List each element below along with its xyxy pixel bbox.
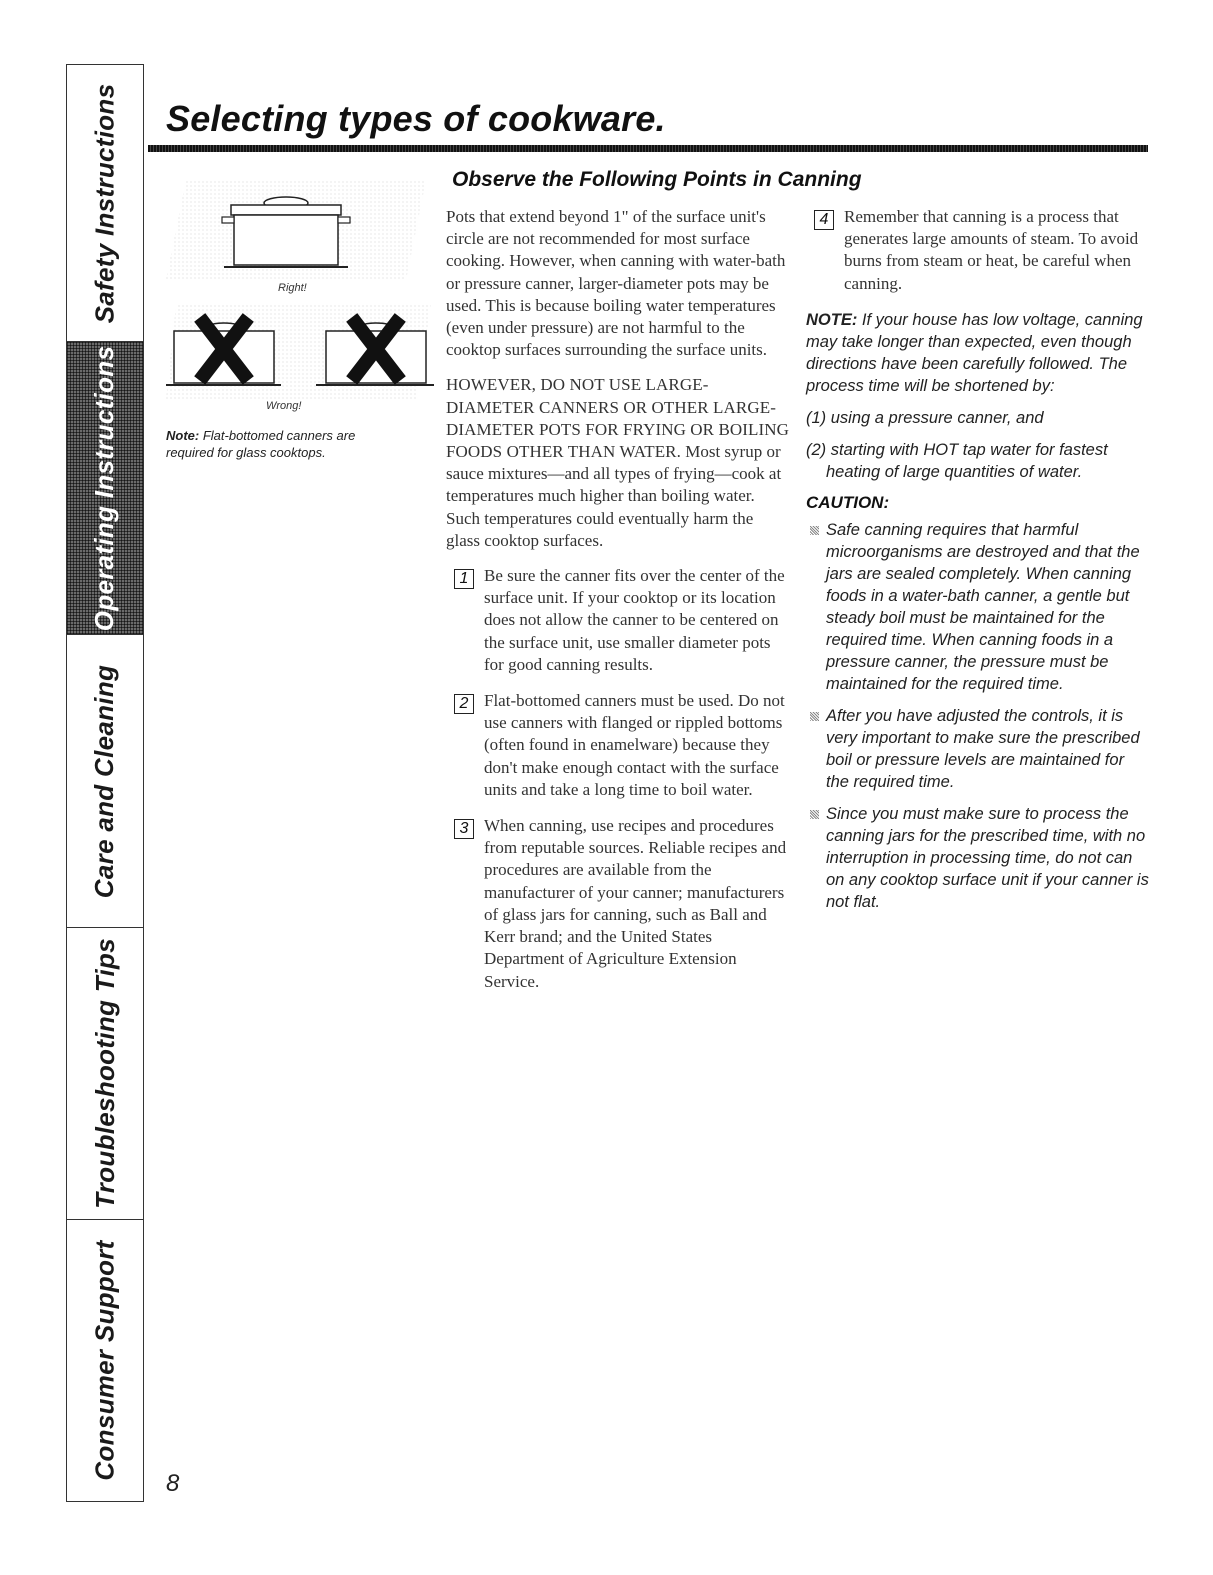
tab-label: Consumer Support <box>89 1240 120 1481</box>
right-label: Right! <box>278 282 307 294</box>
item-number-box: 2 <box>454 694 474 714</box>
item-number-box: 3 <box>454 819 474 839</box>
illustration-note <box>166 427 406 461</box>
column-left <box>446 206 791 1007</box>
note-list-item: (2) starting with HOT tap water for fastest heating of large quantities of water. <box>806 440 1108 481</box>
item-text: When canning, use recipes and procedures from reputable sources. Reliable recipes and procedures are available from the manufacturer of your canner; manufacturers of glass jars for canning, such as Ball and Kerr brand; and the United States Department of Agriculture Extension Service. <box>484 816 787 991</box>
note-list-item: (1) using a pressure canner, and <box>806 408 1044 427</box>
caution-item <box>806 519 1151 695</box>
tab-safety-instructions[interactable] <box>67 65 143 342</box>
caution-item <box>806 705 1151 793</box>
caution-text: Safe canning requires that harmful microorganisms are destroyed and that the jars are sealed completely. When canning foods in a water-bath canner, a gentle but steady boil must be maintained for the required time. When canning foods in a pressure canner, the pressure must be maintained for the required time. <box>826 520 1140 693</box>
tab-consumer-support[interactable] <box>67 1220 143 1501</box>
section-tabs <box>66 64 144 1502</box>
intro-paragraph: Pots that extend beyond 1" of the surface unit's circle are not recommended for most surface cooking. However, when canning with water-bath or pressure canner, larger-diameter pots may be used. This is because boiling water temperatures (even under pressure) are not harmful to the cooktop surfaces surrounding the surface units. <box>446 207 786 360</box>
item-text: Flat-bottomed canners must be used. Do not use canners with flanged or rippled bottoms (often found in enamelware) because they don't make enough contact with the surface units and take a long time to boil water. <box>484 691 785 799</box>
item-number-box: 1 <box>454 569 474 589</box>
bullet-icon <box>810 526 819 535</box>
tab-troubleshooting-tips[interactable] <box>67 928 143 1220</box>
caution-text: After you have adjusted the controls, it is very important to make sure the prescribed boil or pressure levels are maintained for the required time. <box>826 706 1140 791</box>
warning-paragraph <box>446 374 791 552</box>
tab-label: Operating Instructions <box>89 345 120 631</box>
tab-label: Safety Instructions <box>89 83 120 323</box>
item-text: Remember that canning is a process that generates large amounts of steam. To avoid burns from steam or heat, be careful when canning. <box>844 207 1139 293</box>
warning-rest: Most syrup or sauce mixtures—and all types of frying—cook at temperatures much higher than boiling water. Such temperatures could eventually harm the glass cooktop surfaces. <box>446 442 782 550</box>
caution-item <box>806 803 1151 913</box>
list-item <box>446 690 791 801</box>
bullet-icon <box>810 810 819 819</box>
note-text: Flat-bottomed canners are required for glass cooktops. <box>166 428 356 460</box>
caution-label: CAUTION: <box>806 492 890 512</box>
item-text: Be sure the canner fits over the center of the surface unit. If your cooktop or its location does not allow the canner to be centered on the surface unit, use smaller diameter pots for good canning results. <box>484 566 785 674</box>
list-item <box>446 565 791 676</box>
right-pot-drawing <box>166 180 426 280</box>
page-title: Selecting types of cookware. <box>166 98 666 139</box>
note-label: NOTE: <box>806 310 858 329</box>
voltage-note <box>806 309 1151 397</box>
section-heading: Observe the Following Points in Canning <box>452 168 862 191</box>
title-rule <box>148 145 1148 152</box>
tab-label: Troubleshooting Tips <box>89 938 120 1209</box>
list-item <box>446 815 791 993</box>
caution-text: Since you must make sure to process the canning jars for the prescribed time, with no interruption in processing time, do not can on any cooktop surface unit if your canner is not flat. <box>826 804 1149 911</box>
tab-care-and-cleaning[interactable] <box>67 635 143 928</box>
tab-label: Care and Cleaning <box>89 664 120 898</box>
wrong-label: Wrong! <box>266 400 302 412</box>
warning-caps: HOWEVER, DO NOT USE LARGE-DIAMETER CANNERS OR OTHER LARGE-DIAMETER POTS FOR FRYING OR BOILING FOODS OTHER THAN WATER. <box>446 375 790 462</box>
note-prefix: Note: <box>166 428 200 443</box>
list-item <box>806 206 1151 295</box>
tab-operating-instructions[interactable] <box>67 342 143 635</box>
column-right <box>806 206 1151 923</box>
canner-illustration <box>166 165 436 415</box>
bullet-icon <box>810 712 819 721</box>
note-body: If your house has low voltage, canning may take longer than expected, even though directions have been carefully followed. The process time will be shortened by: <box>806 310 1143 395</box>
page-number: 8 <box>166 1470 180 1497</box>
item-number-box: 4 <box>814 210 834 230</box>
